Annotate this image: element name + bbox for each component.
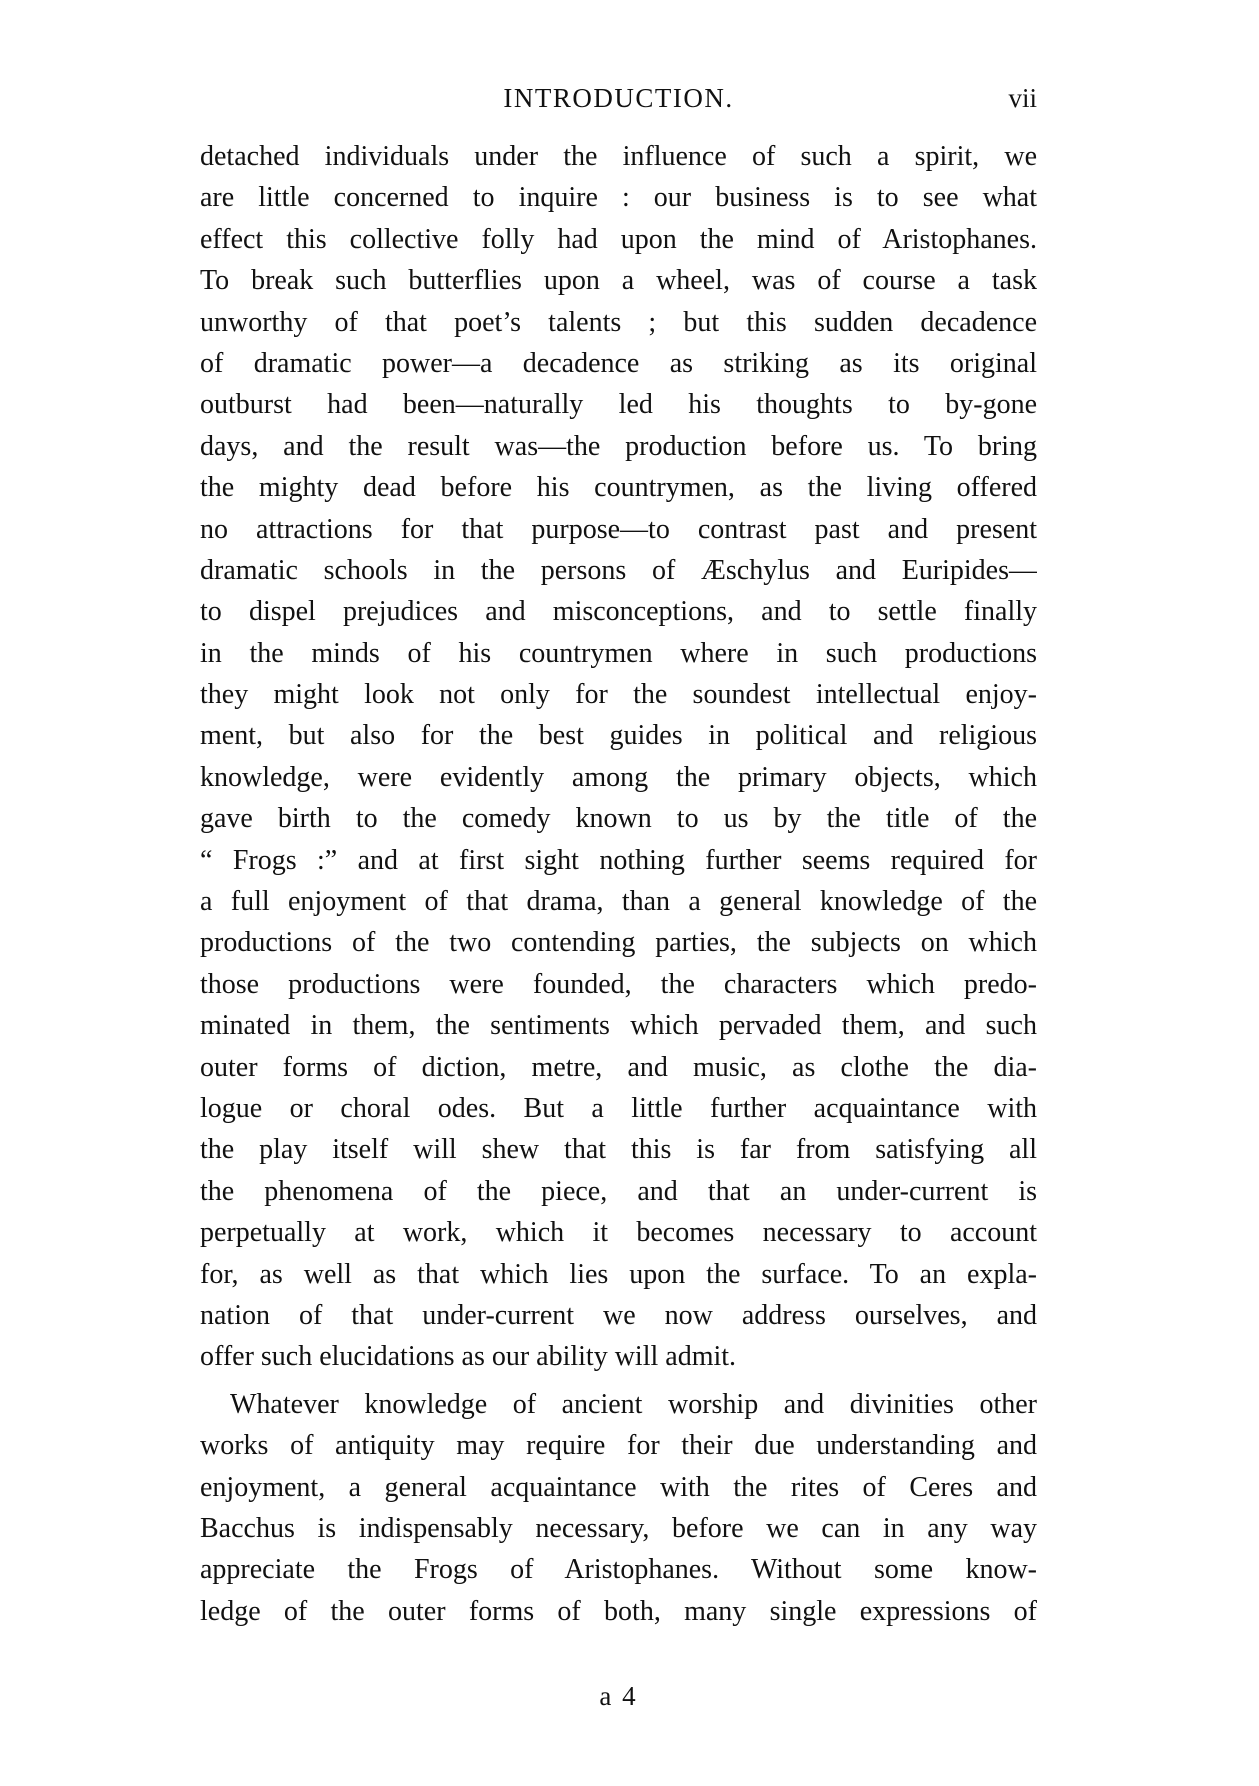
text-line: of dramatic power—a decadence as striking as its original	[200, 347, 1037, 379]
text-line: a full enjoyment of that drama, than a general knowledge of the	[200, 886, 1037, 918]
text-line: outer forms of diction, metre, and music, as clothe the dia-	[200, 1051, 1037, 1083]
text-line: unworthy of that poet’s talents ; but this sudden decadence	[200, 306, 1037, 338]
text-line: nation of that under-current we now address ourselves, and	[200, 1299, 1037, 1331]
text-line: productions of the two contending parties, the subjects on which	[200, 927, 1037, 959]
text-line: outburst had been—naturally led his thoughts to by-gone	[200, 389, 1037, 421]
text-line: in the minds of his countrymen where in such productions	[200, 637, 1037, 669]
text-line: works of antiquity may require for their due understanding and	[200, 1430, 1037, 1462]
text-line: the phenomena of the piece, and that an under-current is	[200, 1175, 1037, 1207]
text-line: gave birth to the comedy known to us by the title of the	[200, 803, 1037, 835]
text-line: Whatever knowledge of ancient worship and divinities other	[230, 1388, 1037, 1420]
text-line: detached individuals under the influence of such a spirit, we	[200, 141, 1037, 172]
text-line: ment, but also for the best guides in political and religious	[200, 720, 1037, 752]
text-line: to dispel prejudices and misconceptions, and to settle finally	[200, 596, 1037, 628]
text-line: Bacchus is indispensably necessary, before we can in any way	[200, 1512, 1037, 1544]
body-text	[200, 136, 1037, 1632]
signature-mark: a 4	[599, 1681, 638, 1711]
text-line: logue or choral odes. But a little further acquaintance with	[200, 1092, 1037, 1124]
text-line: minated in them, the sentiments which pervaded them, and such	[200, 1010, 1037, 1042]
text-line: dramatic schools in the persons of Æschylus and Euripides—	[200, 554, 1037, 586]
text-line: the mighty dead before his countrymen, as the living offered	[200, 472, 1037, 504]
text-line: ledge of the outer forms of both, many single expressions of	[200, 1595, 1037, 1627]
text-line: those productions were founded, the characters which predo-	[200, 968, 1037, 1000]
paragraph-2	[200, 1384, 1037, 1632]
text-line: To break such butterflies upon a wheel, was of course a task	[200, 265, 1037, 297]
page-header	[200, 78, 1037, 118]
text-line: perpetually at work, which it becomes necessary to account	[200, 1217, 1037, 1249]
text-line: are little concerned to inquire : our business is to see what	[200, 182, 1037, 214]
text-line: days, and the result was—the production before us. To bring	[200, 430, 1037, 462]
text-line: the play itself will shew that this is far from satisfying all	[200, 1134, 1037, 1166]
running-title: INTRODUCTION.	[503, 83, 734, 113]
paragraph-1	[200, 136, 1037, 1378]
text-line: for, as well as that which lies upon the surface. To an expla-	[200, 1258, 1037, 1290]
text-line: offer such elucidations as our ability will admit.	[200, 1341, 737, 1373]
text-line: they might look not only for the soundest intellectual enjoy-	[200, 679, 1037, 711]
text-line: effect this collective folly had upon the mind of Aristophanes.	[200, 223, 1037, 255]
text-line: knowledge, were evidently among the primary objects, which	[200, 761, 1037, 793]
text-line: appreciate the Frogs of Aristophanes. Without some know-	[200, 1554, 1037, 1586]
text-line: no attractions for that purpose—to contrast past and present	[200, 513, 1037, 545]
text-line: “ Frogs :” and at first sight nothing further seems required for	[200, 844, 1037, 876]
text-line: enjoyment, a general acquaintance with the rites of Ceres and	[200, 1471, 1037, 1503]
page-number: vii	[1008, 83, 1037, 113]
